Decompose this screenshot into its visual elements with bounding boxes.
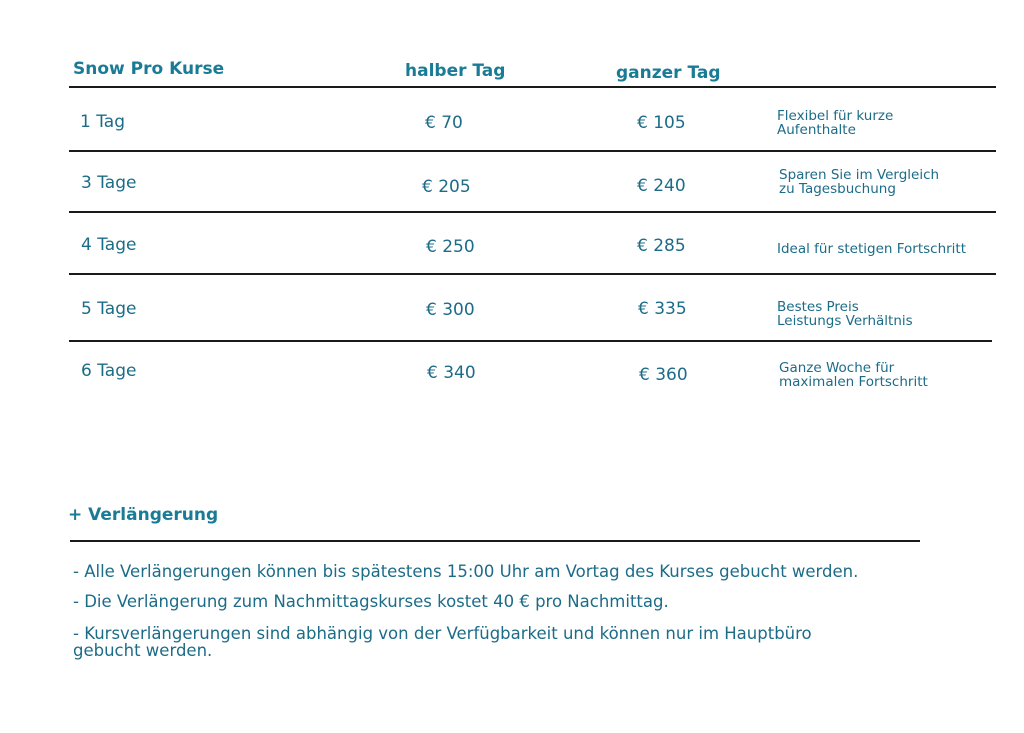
header-half-day: halber Tag [405,61,506,81]
row-3-half-day-price: € 250 [426,237,475,257]
row-2-divider [69,211,996,213]
header-course: Snow Pro Kurse [73,59,225,79]
row-3-note: Ideal für stetigen Fortschritt [777,241,967,257]
row-2-full-day-price: € 240 [637,176,686,196]
row-3-full-day-price: € 285 [637,236,686,256]
row-3-divider [69,273,996,275]
row-1-duration: 1 Tag [80,112,125,132]
header-divider [69,86,996,88]
row-2-half-day-price: € 205 [422,177,471,197]
row-1-half-day-price: € 70 [425,113,463,133]
row-4-full-day-price: € 335 [638,299,687,319]
row-1-divider [69,150,996,152]
extension-divider [70,540,920,542]
row-5-full-day-price: € 360 [639,365,688,385]
row-2-duration: 3 Tage [81,173,137,193]
row-5-duration: 6 Tage [81,361,137,381]
header-full-day: ganzer Tag [616,63,721,83]
row-4-note: Bestes Preis Leistungs Verhältnis [777,299,913,329]
row-2-note: Sparen Sie im Vergleich zu Tagesbuchung [779,167,940,197]
extension-title: + Verlängerung [68,505,219,525]
row-1-full-day-price: € 105 [637,113,686,133]
row-3-duration: 4 Tage [81,235,137,255]
extension-item-1: - Alle Verlängerungen können bis spätestens 15:00 Uhr am Vortag des Kurses gebucht werden. [73,562,859,581]
row-1-note: Flexibel für kurze Aufenthalte [777,108,894,138]
row-4-duration: 5 Tage [81,299,137,319]
extension-item-2: - Die Verlängerung zum Nachmittagskurses kostet 40 € pro Nachmittag. [73,592,669,611]
row-5-note: Ganze Woche für maximalen Fortschritt [779,360,928,390]
row-4-divider [69,340,992,342]
extension-item-3: - Kursverlängerungen sind abhängig von der Verfügbarkeit und können nur im Hauptbüro gebucht werden. [73,624,812,660]
row-4-half-day-price: € 300 [426,300,475,320]
row-5-half-day-price: € 340 [427,363,476,383]
